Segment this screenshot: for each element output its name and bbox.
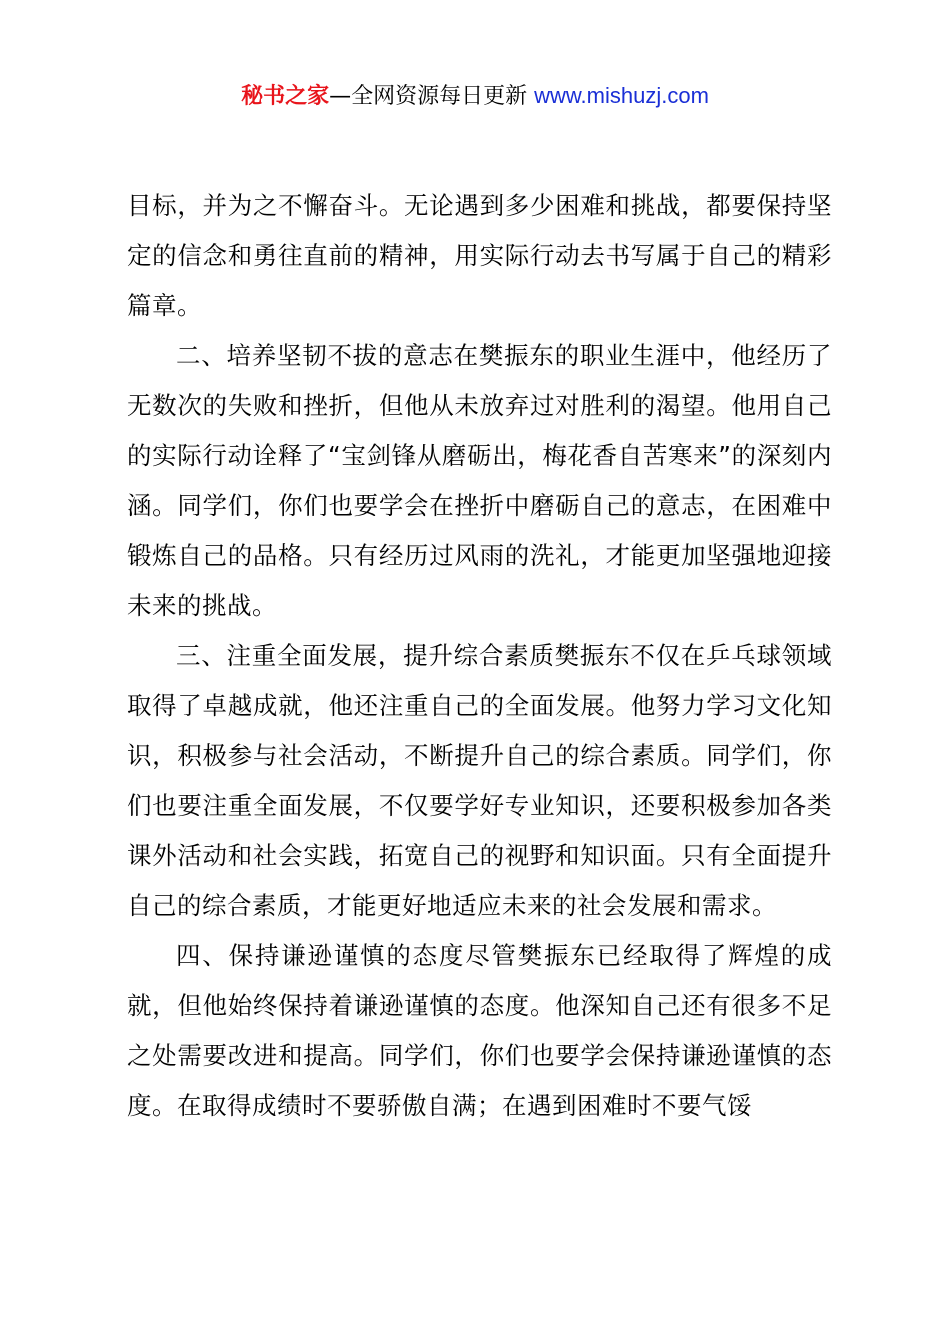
- paragraph-continuation: 目标，并为之不懈奋斗。无论遇到多少困难和挑战，都要保持坚定的信念和勇往直前的精神，用实际行动去书写属于自己的精彩篇章。: [127, 191, 832, 320]
- document-body: [127, 181, 832, 1131]
- header-url-link[interactable]: www.mishuzj.com: [534, 83, 709, 108]
- paragraph-section-two: 二、培养坚韧不拔的意志在樊振东的职业生涯中，他经历了无数次的失败和挫折，但他从未放弃过对胜利的渴望。他用自己的实际行动诠释了“宝剑锋从磨砺出，梅花香自苦寒来”的深刻内涵。同学们，你们也要学会在挫折中磨砺自己的意志，在困难中锻炼自己的品格。只有经历过风雨的洗礼，才能更加坚强地迎接未来的挑战。: [127, 341, 832, 620]
- page-header: [0, 80, 950, 113]
- header-brand: 秘书之家: [241, 84, 330, 109]
- paragraph-section-three: 三、注重全面发展，提升综合素质樊振东不仅在乒乓球领域取得了卓越成就，他还注重自己的全面发展。他努力学习文化知识，积极参与社会活动，不断提升自己的综合素质。同学们，你们也要注重全面发展，不仅要学好专业知识，还要积极参加各类课外活动和社会实践，拓宽自己的视野和知识面。只有全面提升自己的综合素质，才能更好地适应未来的社会发展和需求。: [127, 641, 832, 920]
- header-tagline: —全网资源每日更新: [329, 84, 535, 109]
- paragraph-section-four: 四、保持谦逊谨慎的态度尽管樊振东已经取得了辉煌的成就，但他始终保持着谦逊谨慎的态度。他深知自己还有很多不足之处需要改进和提高。同学们，你们也要学会保持谦逊谨慎的态度。在取得成绩时不要骄傲自满；在遇到困难时不要气馁: [127, 941, 832, 1120]
